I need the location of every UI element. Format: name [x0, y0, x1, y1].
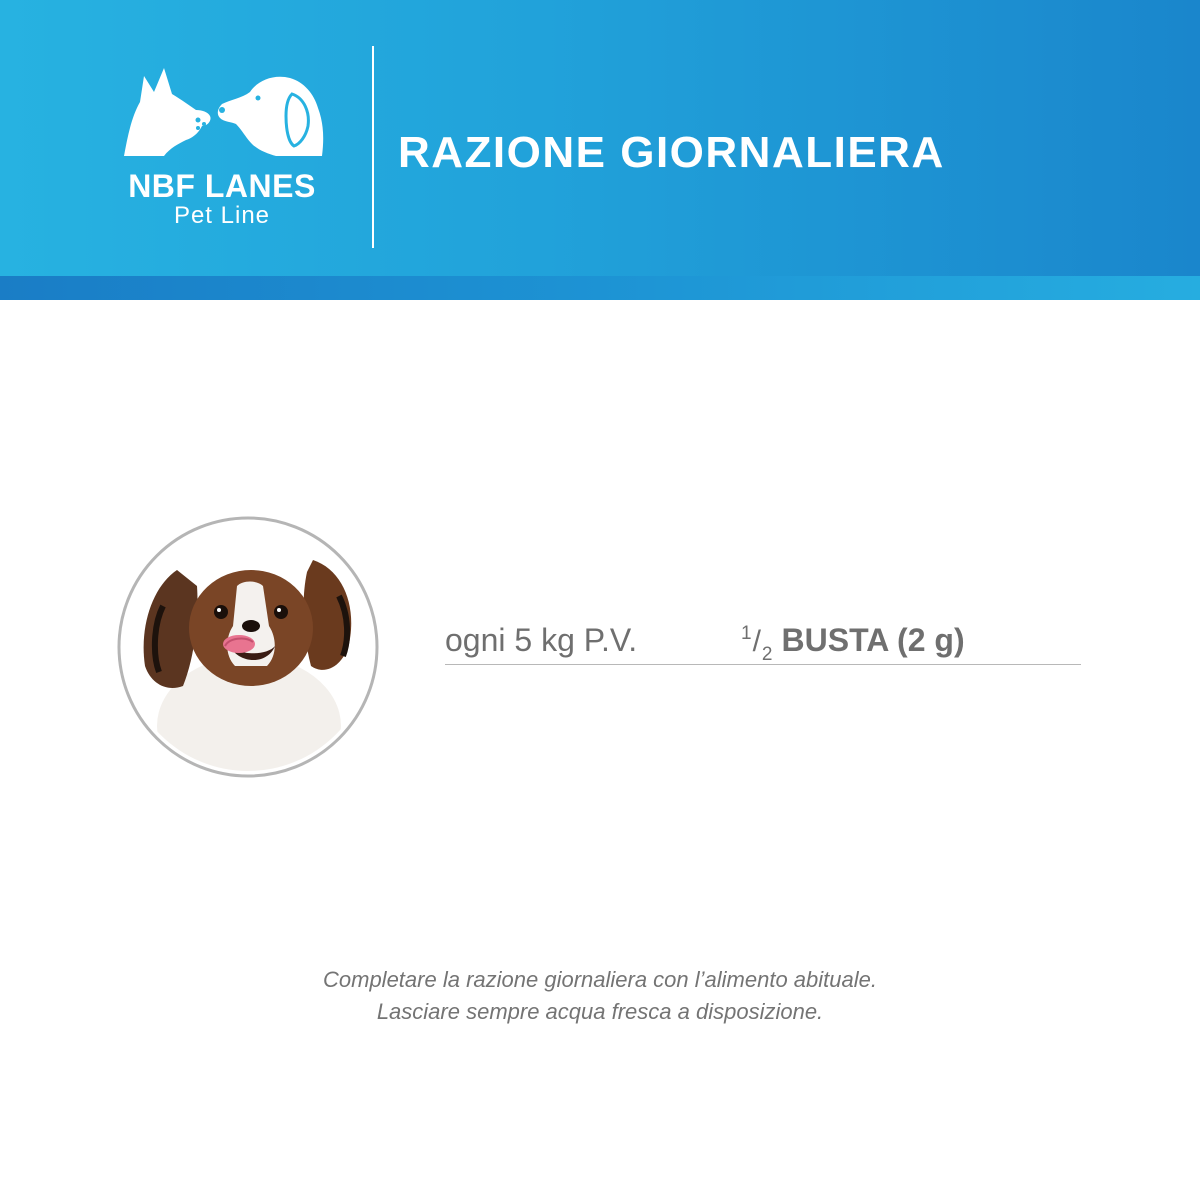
- fraction-slash: /: [752, 625, 761, 658]
- ration-row: [445, 618, 1081, 665]
- page-title: RAZIONE GIORNALIERA: [398, 128, 945, 177]
- header-strip: [0, 276, 1200, 300]
- brand-subtitle: Pet Line: [173, 202, 271, 229]
- fraction-denominator: 2: [761, 644, 773, 665]
- brand-name: NBF LANES: [128, 168, 316, 204]
- weight-label: ogni 5 kg P.V.: [445, 622, 638, 658]
- fraction-numerator: 1: [741, 623, 752, 644]
- header-banner: [0, 0, 1200, 276]
- note-line-2: Lasciare sempre acqua fresca a disposizione.: [376, 999, 824, 1024]
- dog-photo: [117, 516, 379, 778]
- note-line-1: Completare la razione giornaliera con l’alimento abituale.: [323, 967, 877, 992]
- header-divider: [372, 46, 374, 248]
- amount-text: BUSTA (2 g): [781, 622, 965, 658]
- cat-and-dog-logo-icon: [118, 64, 328, 160]
- ration-amount: [741, 622, 965, 665]
- notes: [100, 964, 1100, 1028]
